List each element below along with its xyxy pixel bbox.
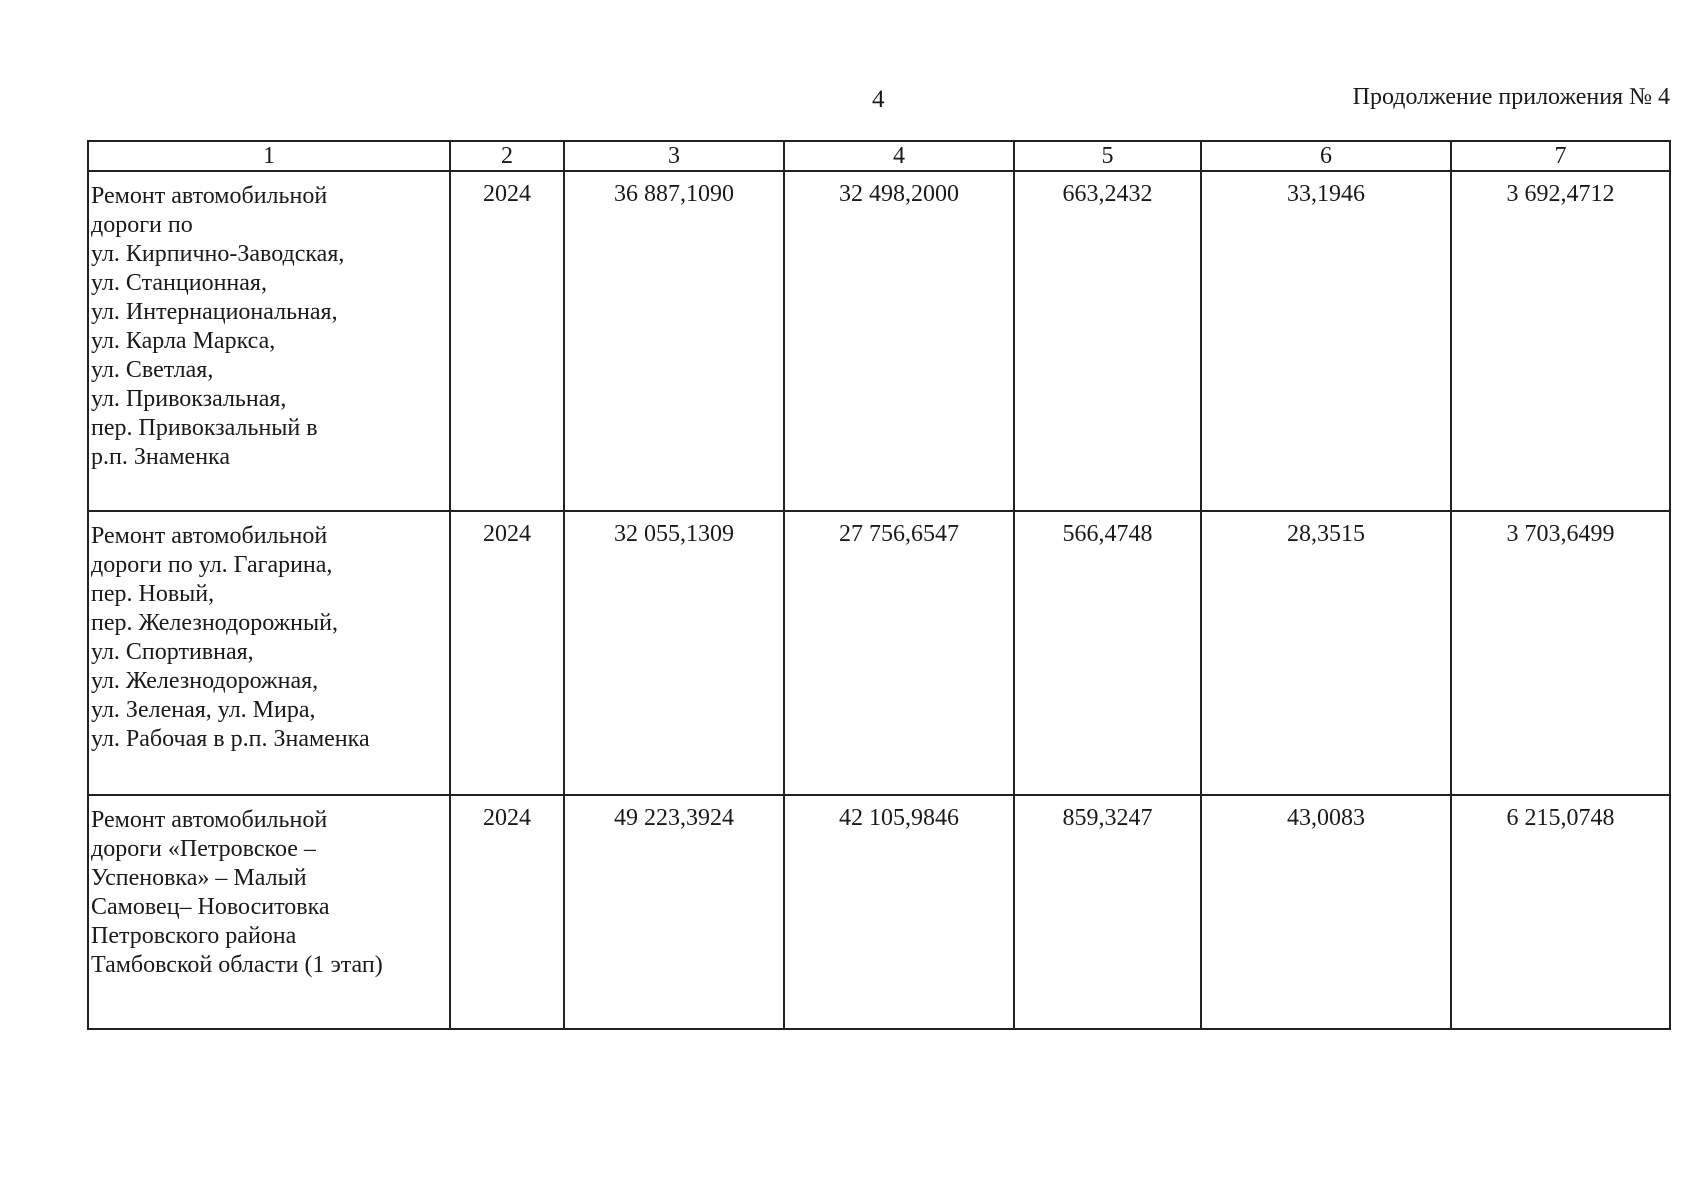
table-row bbox=[88, 171, 1670, 511]
value-cell-4: 42 105,9846 bbox=[784, 795, 1014, 1029]
object-name-cell bbox=[88, 171, 450, 511]
object-name-line: ул. Зеленая, ул. Мира, bbox=[91, 697, 316, 723]
object-name-line: дороги по ул. Гагарина, bbox=[91, 552, 333, 578]
year-cell: 2024 bbox=[450, 511, 564, 795]
column-number-5: 5 bbox=[1014, 141, 1201, 171]
value-cell-5: 859,3247 bbox=[1014, 795, 1201, 1029]
value-cell-5: 566,4748 bbox=[1014, 511, 1201, 795]
value-cell-3: 32 055,1309 bbox=[564, 511, 784, 795]
value-cell-7: 6 215,0748 bbox=[1451, 795, 1670, 1029]
column-number-4: 4 bbox=[784, 141, 1014, 171]
object-name-line: дороги по bbox=[91, 212, 193, 238]
value-cell-5: 663,2432 bbox=[1014, 171, 1201, 511]
value-cell-6: 33,1946 bbox=[1201, 171, 1451, 511]
value-cell-4: 27 756,6547 bbox=[784, 511, 1014, 795]
object-name-line: Самовец– Новоситовка bbox=[91, 894, 330, 920]
object-name-line: пер. Новый, bbox=[91, 581, 215, 607]
column-number-2: 2 bbox=[450, 141, 564, 171]
column-number-6: 6 bbox=[1201, 141, 1451, 171]
column-number-row bbox=[88, 141, 1670, 171]
object-name-line: ул. Станционная, bbox=[91, 270, 267, 296]
object-name-line: ул. Светлая, bbox=[91, 357, 214, 383]
object-name-line: дороги «Петровское – bbox=[91, 836, 316, 862]
table-row bbox=[88, 795, 1670, 1029]
object-name-line: ул. Железнодорожная, bbox=[91, 668, 319, 694]
object-name-line: Тамбовской области (1 этап) bbox=[91, 952, 383, 978]
appendix-table bbox=[87, 140, 1671, 1030]
object-name-cell bbox=[88, 511, 450, 795]
object-name-line: ул. Спортивная, bbox=[91, 639, 254, 665]
value-cell-4: 32 498,2000 bbox=[784, 171, 1014, 511]
table-row bbox=[88, 511, 1670, 795]
page-number: 4 bbox=[872, 86, 885, 113]
value-cell-3: 49 223,3924 bbox=[564, 795, 784, 1029]
object-name-line: ул. Привокзальная, bbox=[91, 386, 287, 412]
object-name-line: Успеновка» – Малый bbox=[91, 865, 307, 891]
value-cell-7: 3 692,4712 bbox=[1451, 171, 1670, 511]
object-name-line: ул. Карла Маркса, bbox=[91, 328, 276, 354]
object-name-cell bbox=[88, 795, 450, 1029]
object-name-line: пер. Железнодорожный, bbox=[91, 610, 338, 636]
object-name-line: ул. Кирпично-Заводская, bbox=[91, 241, 345, 267]
object-name-line: Ремонт автомобильной bbox=[91, 807, 328, 833]
year-cell: 2024 bbox=[450, 795, 564, 1029]
object-name-line: пер. Привокзальный в bbox=[91, 415, 318, 441]
object-name-line: ул. Интернациональная, bbox=[91, 299, 338, 325]
value-cell-6: 43,0083 bbox=[1201, 795, 1451, 1029]
object-name-line: Ремонт автомобильной bbox=[91, 523, 328, 549]
object-name-line: р.п. Знаменка bbox=[91, 444, 230, 470]
column-number-3: 3 bbox=[564, 141, 784, 171]
value-cell-7: 3 703,6499 bbox=[1451, 511, 1670, 795]
object-name-line: ул. Рабочая в р.п. Знаменка bbox=[91, 726, 370, 752]
value-cell-6: 28,3515 bbox=[1201, 511, 1451, 795]
value-cell-3: 36 887,1090 bbox=[564, 171, 784, 511]
object-name-line: Петровского района bbox=[91, 923, 297, 949]
column-number-1: 1 bbox=[88, 141, 450, 171]
column-number-7: 7 bbox=[1451, 141, 1670, 171]
object-name-line: Ремонт автомобильной bbox=[91, 183, 328, 209]
year-cell: 2024 bbox=[450, 171, 564, 511]
continuation-caption: Продолжение приложения № 4 bbox=[1352, 84, 1670, 110]
